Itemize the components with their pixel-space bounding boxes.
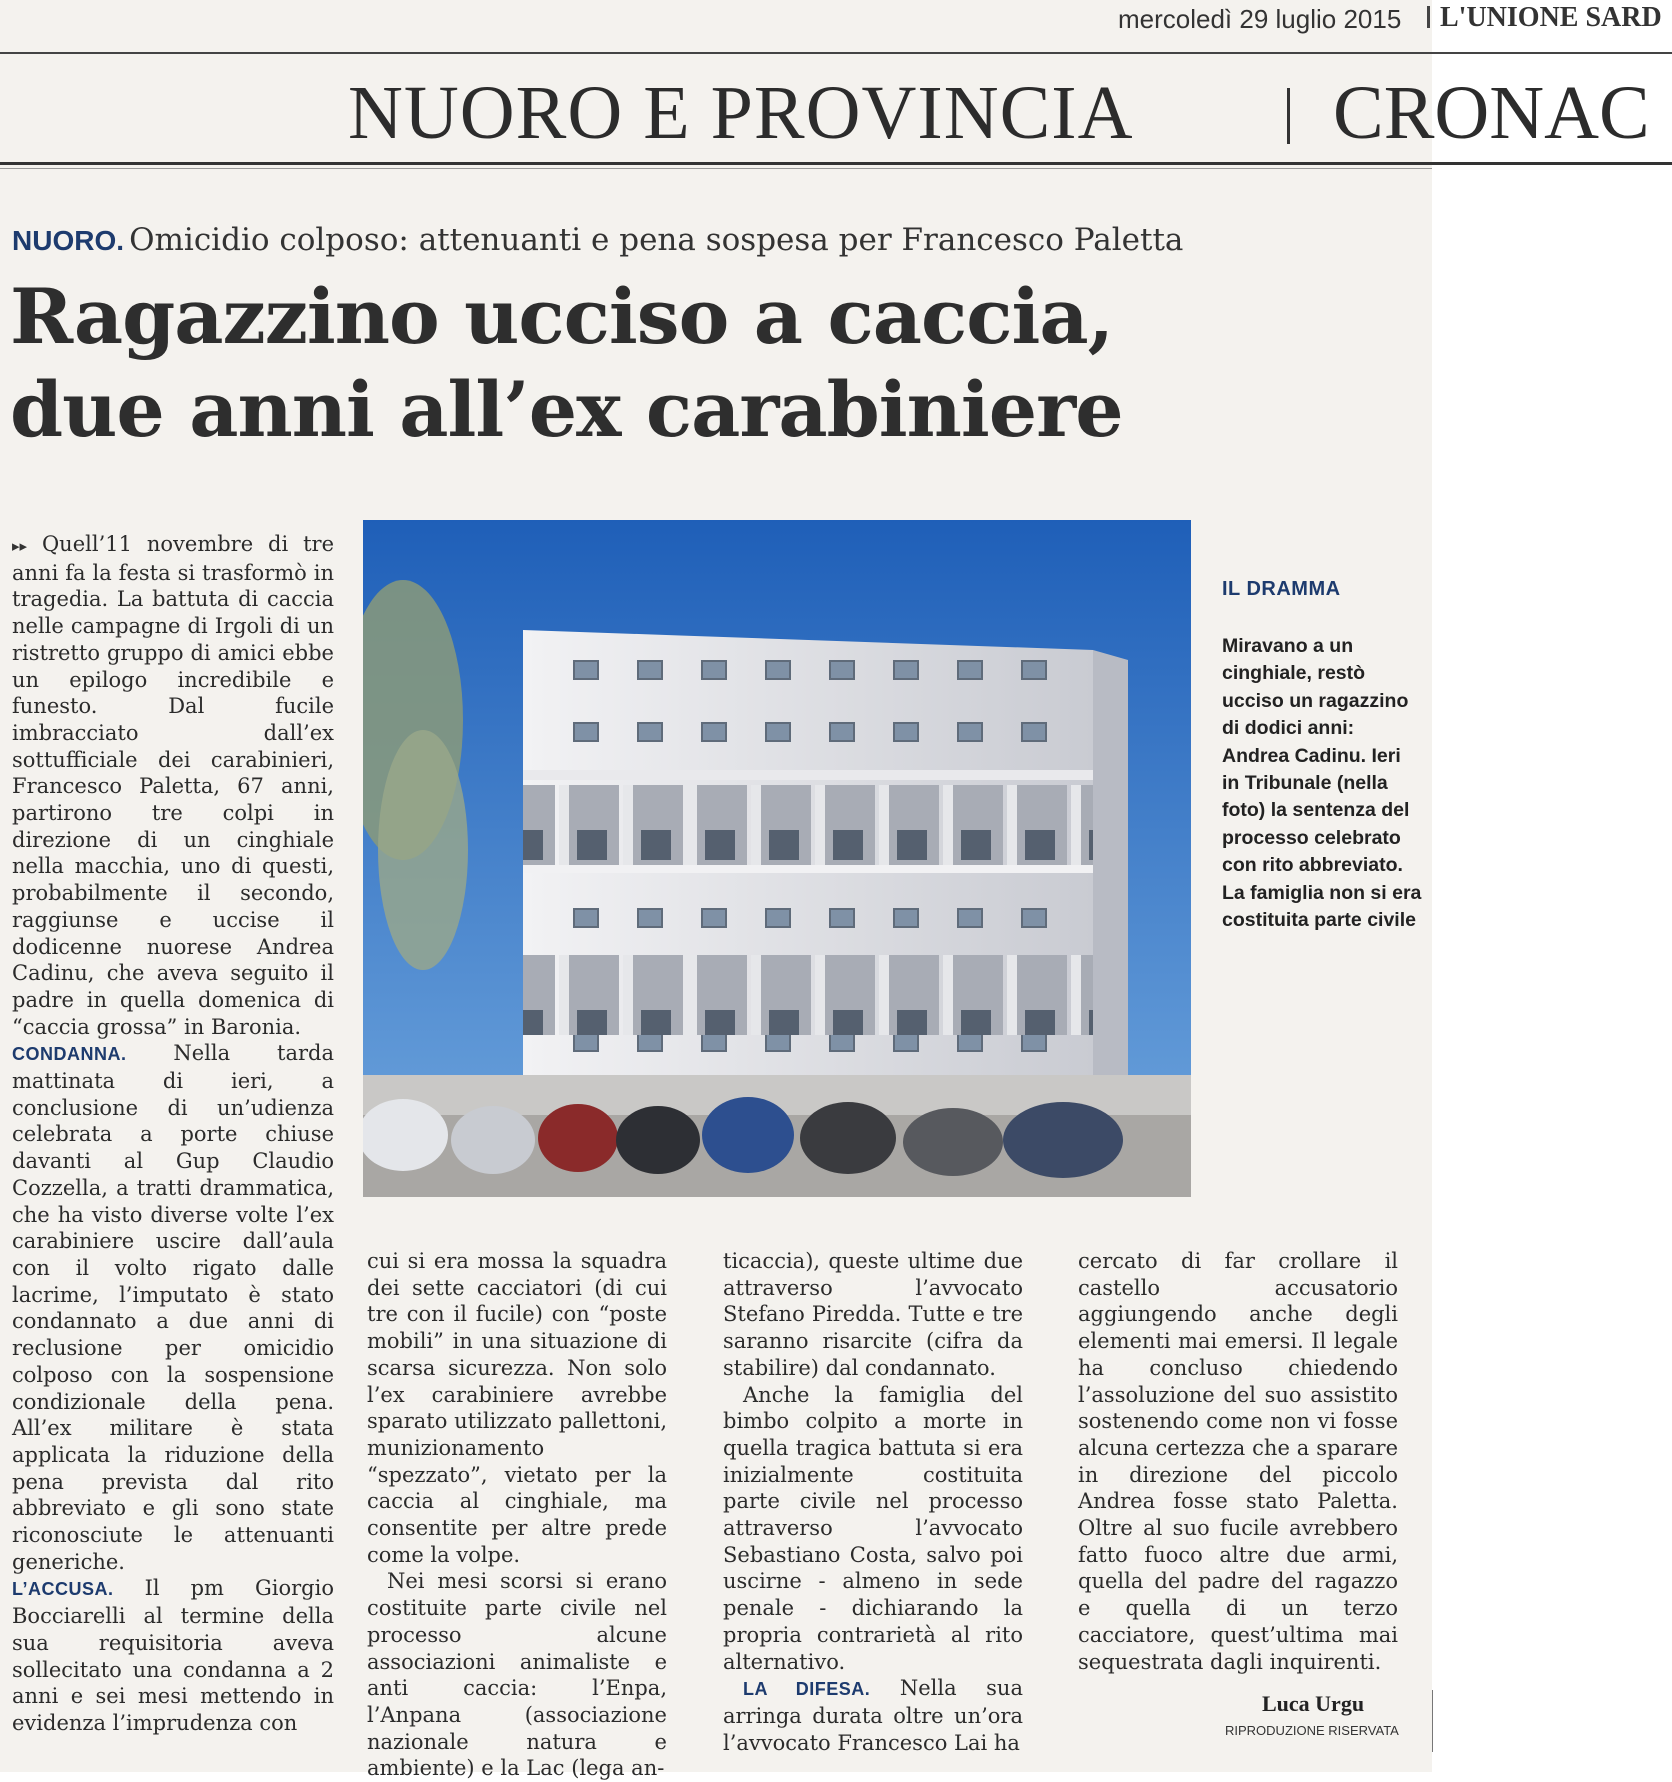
lead-arrows-icon: ▸▸ <box>12 537 28 555</box>
headline-line-1: Ragazzino ucciso a caccia, <box>10 272 1114 361</box>
subhead-accusa: L’ACCUSA. <box>12 1579 114 1600</box>
article-column-1 <box>12 531 334 1737</box>
column-3-paragraph-1: ticaccia), queste ultime due attraverso l’avvocato Stefano Piredda. Tutte e tre saranno risarcite (cifra da stabilire) dal condannato. <box>723 1249 1023 1380</box>
header-rule <box>0 52 1672 54</box>
subhead-condanna: CONDANNA. <box>12 1044 127 1065</box>
section-title: NUORO E PROVINCIA <box>348 71 1134 155</box>
section-title-right: CRONAC <box>1333 71 1650 155</box>
column-1-paragraph-1: Quell’11 novembre di tre anni fa la festa si trasformò in tragedia. La battuta di caccia nelle campagne di Irgoli di un ristretto gruppo di amici ebbe un epilogo incredibile e funesto. Dal fucile imbracciato dall’ex sottufficiale dei carabinieri, Francesco Paletta, 67 anni, partirono tre colpi in direzione di un cinghiale nella macchia, uno di questi, probabilmente il secondo, raggiunse e uccise il dodicenne nuorese Andrea Cadinu, che aveva seguito il padre in quella domenica di “caccia grossa” in Baronia. <box>12 532 334 1039</box>
blank-margin <box>1432 0 1672 1772</box>
sidebar-box <box>1222 578 1422 934</box>
article-column-2 <box>367 1248 667 1782</box>
column-end-rule <box>1432 1690 1433 1752</box>
article-column-4 <box>1078 1248 1398 1675</box>
headline-line-2: due anni all’ex carabiniere <box>10 365 1123 454</box>
article-column-3 <box>723 1248 1023 1756</box>
column-1-paragraph-3: Il pm Giorgio Bocciarelli al termine della sua requisitoria aveva sollecitato una condanna a 2 anni e sei mesi mettendo in evidenza l’imprudenza con <box>12 1576 334 1735</box>
issue-date: mercoledì 29 luglio 2015 <box>1118 4 1402 34</box>
headline <box>10 270 1123 456</box>
sidebar-text: Miravano a un cinghiale, restò ucciso un ragazzino di dodici anni: Andrea Cadinu. Ieri in Tribunale (nella foto) la sentenza del processo celebrato con rito abbreviato. La famiglia non si era costituita parte civile <box>1222 635 1422 932</box>
rights-notice: RIPRODUZIONE RISERVATA <box>1225 1723 1399 1738</box>
column-2-paragraph-1: cui si era mossa la squadra dei sette cacciatori (di cui tre con il fucile) con “poste mobili” in una situazione di scarsa sicurezza. Non solo l’ex carabiniere avrebbe sparato utilizzato pallettoni, munizionamento “spezzato”, vietato per la caccia al cinghiale, ma consentite per altre prede come la volpe. <box>367 1249 667 1567</box>
header-divider <box>1427 6 1430 28</box>
courthouse-photo <box>363 520 1191 1197</box>
kicker <box>12 222 1183 258</box>
column-3-paragraph-3: Nella sua arringa durata oltre un’ora l’avvocato Francesco Lai ha <box>723 1676 1023 1755</box>
page-header <box>0 0 1672 50</box>
column-3-paragraph-2: Anche la famiglia del bimbo colpito a morte in quella tragica battuta si era inizialmente costituita parte civile nel processo attraverso l’avvocato Sebastiano Costa, salvo poi uscirne - almeno in sede penale - dichiarando la propria contrarietà al rito alternativo. <box>723 1382 1023 1674</box>
section-divider <box>1287 88 1290 144</box>
column-4-paragraph-1: cercato di far crollare il castello accusatorio aggiungendo anche degli elementi mai emersi. Il legale ha concluso chiedendo l’assoluzione del suo assistito sostenendo come non vi fosse alcuna certezza che a sparare in direzione del piccolo Andrea fosse stato Paletta. Oltre al suo fucile avrebbero fatto fuoco altre due armi, quella del padre del ragazzo e quella di un terzo cacciatore, quest’ultima mai sequestrata dagli inquirenti. <box>1078 1249 1398 1674</box>
kicker-text: Omicidio colposo: attenuanti e pena sospesa per Francesco Paletta <box>129 222 1184 258</box>
section-rule-thin <box>0 168 1432 169</box>
section-rule <box>0 162 1672 165</box>
newspaper-name: L'UNIONE SARD <box>1440 2 1662 33</box>
column-1-paragraph-2: Nella tarda mattinata di ieri, a conclusione di un’udienza celebrata a porte chiuse davanti al Gup Claudio Cozzella, a tratti drammatica, che ha visto diverse volte l’ex carabiniere uscire dall’aula con il volto rigato dalle lacrime, l’imputato è stato condannato a due anni di reclusione per omicidio colposo con la sospensione condizionale della pena. All’ex militare è stata applicata la riduzione della pena prevista dal rito abbreviato e gli sono state riconosciute le attenuanti generiche. <box>12 1041 334 1574</box>
subhead-difesa: LA DIFESA. <box>743 1679 871 1700</box>
column-2-paragraph-2: Nei mesi scorsi si erano costituite parte civile nel processo alcune associazioni animaliste e anti caccia: l’Enpa, l’Anpana (associazione nazionale natura e ambiente) e la Lac (lega an- <box>367 1569 667 1781</box>
kicker-place: NUORO. <box>12 225 124 256</box>
author-byline: Luca Urgu <box>1262 1691 1365 1716</box>
sidebar-heading: IL DRAMMA <box>1222 578 1341 600</box>
